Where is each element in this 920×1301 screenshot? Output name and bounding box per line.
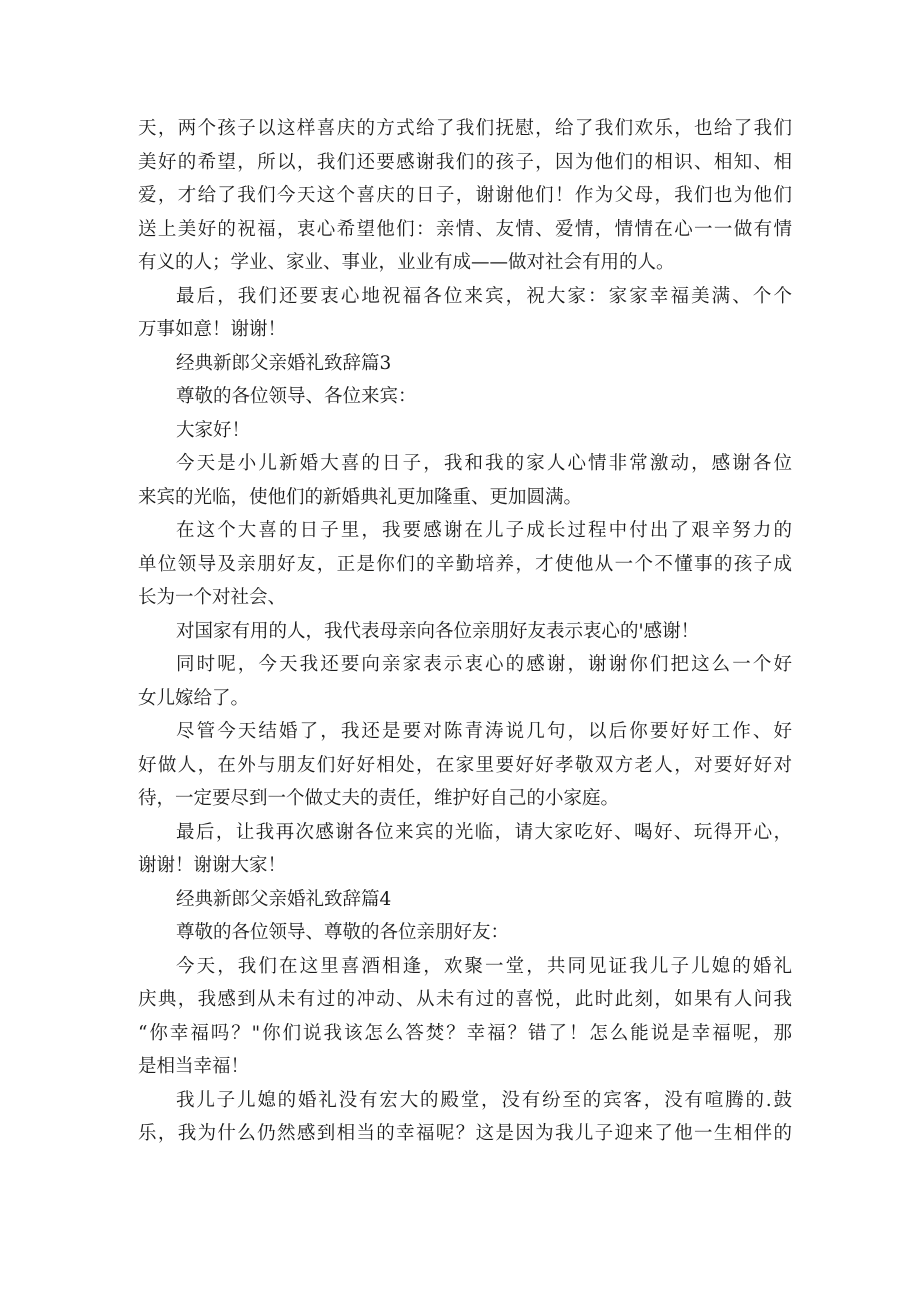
section-heading: 经典新郎父亲婚礼致辞篇4	[176, 888, 392, 910]
paragraph-line: 待，一定要尽到一个做丈夫的责任，维护好自己的小家庭。	[138, 788, 620, 809]
paragraph-line: 万事如意！谢谢！	[138, 319, 287, 340]
paragraph-line: 大家好！	[176, 419, 251, 441]
paragraph-line: 我儿子儿媳的婚礼没有宏大的殿堂，没有纷至的宾客，没有喧腾的.鼓	[176, 1089, 792, 1111]
paragraph-line: 今天是小儿新婚大喜的日子，我和我的家人心情非常激动，感谢各位	[176, 453, 792, 474]
paragraph-line: 是相当幸福！	[138, 1056, 250, 1077]
paragraph-line: 来宾的光临，使他们的新婚典礼更加隆重、更加圆满。	[138, 486, 583, 508]
paragraph-line: 爱，才给了我们今天这个喜庆的日子，谢谢他们！作为父母，我们也为他们	[138, 185, 792, 206]
paragraph-line: 尊敬的各位领导、各位来宾：	[176, 386, 417, 407]
paragraph-line: 谢谢！谢谢大家！	[138, 855, 287, 876]
paragraph-line: 庆典，我感到从未有过的冲动、从未有过的喜悦，此时此刻，如果有人问我	[138, 989, 792, 1010]
paragraph-line: 同时呢，今天我还要向亲家表示衷心的感谢，谢谢你们把这么一个好	[176, 654, 792, 675]
paragraph-line: 长为一个对社会、	[138, 587, 287, 608]
document-body	[138, 112, 792, 1151]
section-heading: 经典新郎父亲婚礼致辞篇3	[176, 352, 392, 374]
paragraph-line: 在这个大喜的日子里，我要感谢在儿子成长过程中付出了艰辛努力的	[176, 520, 792, 541]
paragraph-line: 天，两个孩子以这样喜庆的方式给了我们抚慰，给了我们欢乐，也给了我们	[138, 118, 792, 139]
paragraph-line: 女儿嫁给了。	[138, 687, 250, 709]
paragraph-line: 尽管今天结婚了，我还是要对陈青涛说几句，以后你要好好工作、好	[176, 721, 792, 742]
paragraph-line: 乐，我为什么仍然感到相当的幸福呢？这是因为我儿子迎来了他一生相伴的	[138, 1123, 792, 1144]
paragraph-line: 最后，让我再次感谢各位来宾的光临，请大家吃好、喝好、玩得开心，	[176, 821, 792, 843]
paragraph-line: 送上美好的祝福，衷心希望他们：亲情、友情、爱情，情情在心一一做有情	[138, 218, 792, 240]
paragraph-line: 尊敬的各位领导、尊敬的各位亲朋好友：	[176, 922, 510, 943]
paragraph-line: 美好的希望，所以，我们还要感谢我们的孩子，因为他们的相识、相知、相	[138, 151, 792, 173]
paragraph-line: 对国家有用的人，我代表母亲向各位亲朋好友表示衷心的'感谢！	[176, 620, 700, 642]
paragraph-line: 单位领导及亲朋好友，正是你们的辛勤培养，才使他从一个不懂事的孩子成	[138, 553, 792, 575]
paragraph-line: 今天，我们在这里喜酒相逢，欢聚一堂，共同见证我儿子儿媳的婚礼	[176, 955, 792, 977]
paragraph-line: 最后，我们还要衷心地祝福各位来宾，祝大家：家家幸福美满、个个	[176, 285, 792, 307]
paragraph-line: 有义的人；学业、家业、事业，业业有成——做对社会有用的人。	[138, 252, 675, 273]
paragraph-line: 好做人，在外与朋友们好好相处，在家里要好好孝敬双方老人，对要好好对	[138, 754, 792, 776]
paragraph-line: “你幸福吗？"你们说我该怎么答焚？幸福？错了！怎么能说是幸福呢，那	[138, 1022, 792, 1044]
